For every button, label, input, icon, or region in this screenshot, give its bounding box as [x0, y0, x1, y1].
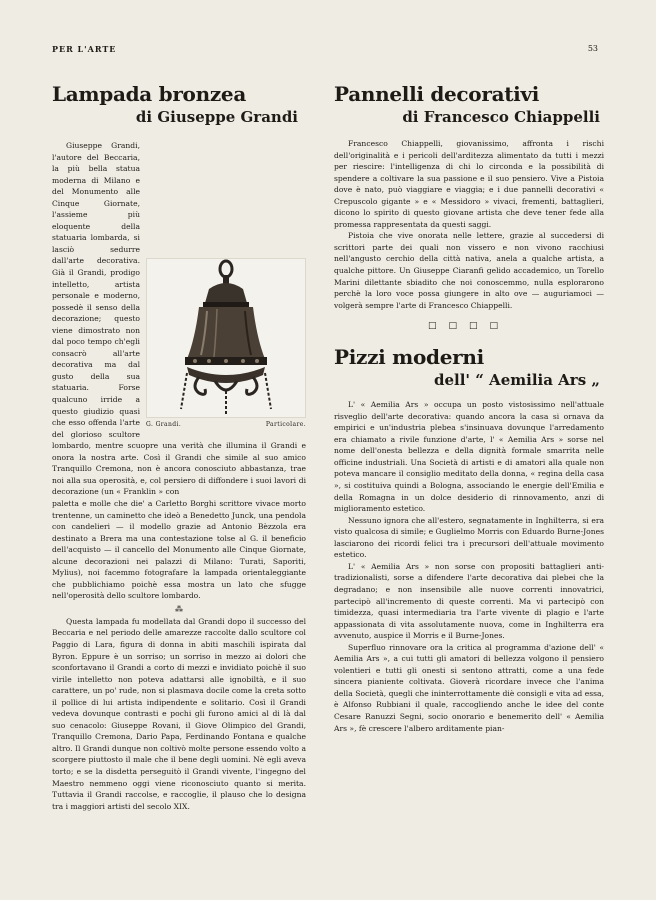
- article-title-pizzi: Pizzi moderni: [334, 345, 484, 370]
- left-column: [52, 82, 306, 812]
- running-title: PER L'ARTE: [52, 44, 117, 54]
- lampada-paragraph-1: Giuseppe Grandi, l'autore del Beccaria, la più bella statua moderna di Milano e del Monumento alle Cinque Giornate, l'assieme più eloquente della statuaria lombarda, si lasciò sedurre dall'arte decorativa. Già il Grandi, prodigo intelletto, artista personale e moderno, possedè il senso della decorazione; questo viene dimostrato non dal poco tempo ch'egli consacrò all'arte decorativa ma dal gusto della sua statuaria. Forse qualcuno irride a questo giudizio quasi che esso offenda l'arte del glorioso scultore lombardo, mentre scuopre una verità che illumina il Grandi e onora la nostra arte. Così il Grandi che simile al suo amico Tranquillo Cremona, non è ancora conosciuto abbastanza, trae noi alla sua operosità, e, col persiero di diffondere i suoi lavori di decorazione (un « Franklin » con: [52, 141, 306, 497]
- right-column: [334, 82, 604, 734]
- figure-caption: [146, 421, 306, 428]
- figure-caption-author: G. Grandi.: [146, 421, 182, 428]
- article-title-pannelli: Pannelli decorativi: [334, 82, 540, 106]
- article-subtitle-pizzi: dell' “ Aemilia Ars „: [433, 371, 600, 390]
- lampada-paragraph-1-continued: paletta e molle che die' a Carletto Borghi scrittore vivace morto trentenne, un caminetto che ideò a Benedetto Junck, una pendola con candelieri — il modello grazie ad Antonio Bèzzola era destinato a Brera ma una contestazione tolse al G. il beneficio dell'acquisto — il cancello del Monumento alle Cinque Giornate, alcune decorazioni nei palazzi di Milano: Turati, Saporiti, Mylius), noi facemmo fotografare la lampada orientaleggiante che pubblichiamo poichè essa mostra un lato che sfugge nell'operosità dello scultore lombardo.: [52, 498, 306, 601]
- section-asterism: ⁂: [175, 604, 183, 614]
- lamp-photo: [146, 258, 306, 418]
- pizzi-paragraph-3: L' « Aemilia Ars » non sorse con propositi battaglieri anti-tradizionalisti, sorse a difendere l'arte decorativa dai plebei che la degradano; e non insensibile alle nuove correnti innovatrici, partecipò all'incremento di queste correnti. Ma vi partecipò con timidezza, quasi intermediaria tra l'arte vivente di plagio e l'arte appassionata di vita assolutamente nuova, come in Inghilterra era avvenuto, auspice il Morris e il Burne-Jones.: [334, 561, 604, 641]
- pannelli-paragraph-2: Pistoia che vive onorata nelle lettere, grazie al succedersi di scrittori parte dei quali non vissero e non vivono racchiusi nell'angusto cerchio della città nativa, anela a qualche artista, a qualche pittore. Un Giuseppe Ciaranfi gelido accademico, un Torello Marini dilettante sbiadito che noi conoscemmo, nulla esplorarono perchè la loro voce possa giungere in alto ove — auguriamoci — volgerà sempre l'arte di Francesco Chiappelli.: [334, 231, 604, 310]
- lamp-figure: [146, 258, 306, 433]
- page-number: 53: [587, 44, 598, 53]
- pizzi-paragraph-2: Nessuno ignora che all'estero, segnatamente in Inghilterra, si era visto qualcosa di simile; e Guglielmo Morris con Eduardo Burne-Jones lasciarono dei ricordi felici tra i precursori dell'attuale movimento estetico.: [334, 515, 604, 560]
- article-title-lampada: Lampada bronzea: [52, 82, 246, 106]
- pannelli-paragraph-1: Francesco Chiappelli, giovanissimo, affronta i rischi dell'originalità e i pericoli dell'arditezza alimentato da tutti i mezzi per riescire: l'intelligenza di chi lo circonda e la possibilità di spendere a coltivare la sua passione e il suo pensiero. Vive a Pistoia dove è nato, può viaggiare e viaggia; e i due pannelli decorativi « Crepuscolo gigante » e « Messidoro » vivaci, frementi, battaglieri, dicono lo spirito di questo giovane artista che deve tener fede alla promessa rappresentata da questi saggi.: [334, 139, 604, 229]
- bronze-lamp-illustration: [147, 259, 305, 417]
- pizzi-paragraph-4: Superfluo rinnovare ora la critica al programma d'azione dell' « Aemilia Ars », a cui tutti gli amatori di bellezza volgono il pensiero volentieri e tutti gli onesti si sentono attratti, come a una fede sincera pianiente coltivata. Gioverà ricordare invece che l'anima della Società, quegli che ininterrottamente diè consigli e vita ad essa, è Alfonso Rubbiani il quale, raccogliendo anche le idee del conte Cesare Ranuzzi Segni, socio onorario e benemerito dell' « Aemilia Ars », fè crescere l'albero arditamente pian-: [334, 642, 604, 733]
- figure-caption-detail: Particolare.: [265, 421, 306, 428]
- pizzi-paragraph-1: L' « Aemilia Ars » occupa un posto vistosissimo nell'attuale risveglio dell'arte decorativa: quando ancora la casa si ornava da empirici e un'industria plebea s'insinuava dovunque l'arredamento era chiamato a rivile funzione d'arte, l' « Aemilia Ars » sorse nel nome dell'onesta bellezza e della dignità formale smarrita nelle officine industriali. Una Società di artisti e di amatori alla quale non poteva mancare il consiglio meditato della donna, « regina della casa », si costituiva quindi a Bologna, associando le energie dell'Emilia e della Romagna in un dolce desiderio di rinnovamento, anzi di miglioramento estetico.: [334, 400, 604, 514]
- article-subtitle-pannelli: di Francesco Chiappelli: [402, 108, 600, 126]
- article-subtitle-lampada: di Giuseppe Grandi: [135, 108, 298, 126]
- section-divider-squares: □□□□: [427, 321, 510, 332]
- lampada-paragraph-2: Questa lampada fu modellata dal Grandi dopo il successo del Beccaria e nel periodo delle amarezze raccolte dallo scultore col Paggio di Lara, figura di donna in abiti maschili ispirata dal Byron. Eppure è un sorriso; un sorriso in mezzo ai dolori che sconfortavano il Grandi a corto di mezzi e invidiato poichè il suo virile intelletto non poteva adattarsi alle ignobiltà, e il suo carattere, un po' rude, non si plasmava docile come la creta sotto il pollice di lui artista indipendente e solitario. Così il Grandi vedeva dovunque contrasti e pochi gli furono amici al di là dal suo cenacolo: Giuseppe Rovani, il Giove Olimpico del Grandi, Tranquillo Cremona, Dario Papa, Ferdinando Fontana e qualche altro. Il Grandi dunque non coltivò molte persone essendo volto a scorgere piuttosto il male che il bene degli uomini. Nè egli aveva torto; e se la disdetta perseguitò il Grandi vivente, l'ingegno del Maestro nemmeno oggi viene riconosciuto quanto si merita. Tuttavia il Grandi raccolse, e raccoglie, il plauso che lo designa tra i maggiori artisti del secolo XIX.: [52, 616, 306, 811]
